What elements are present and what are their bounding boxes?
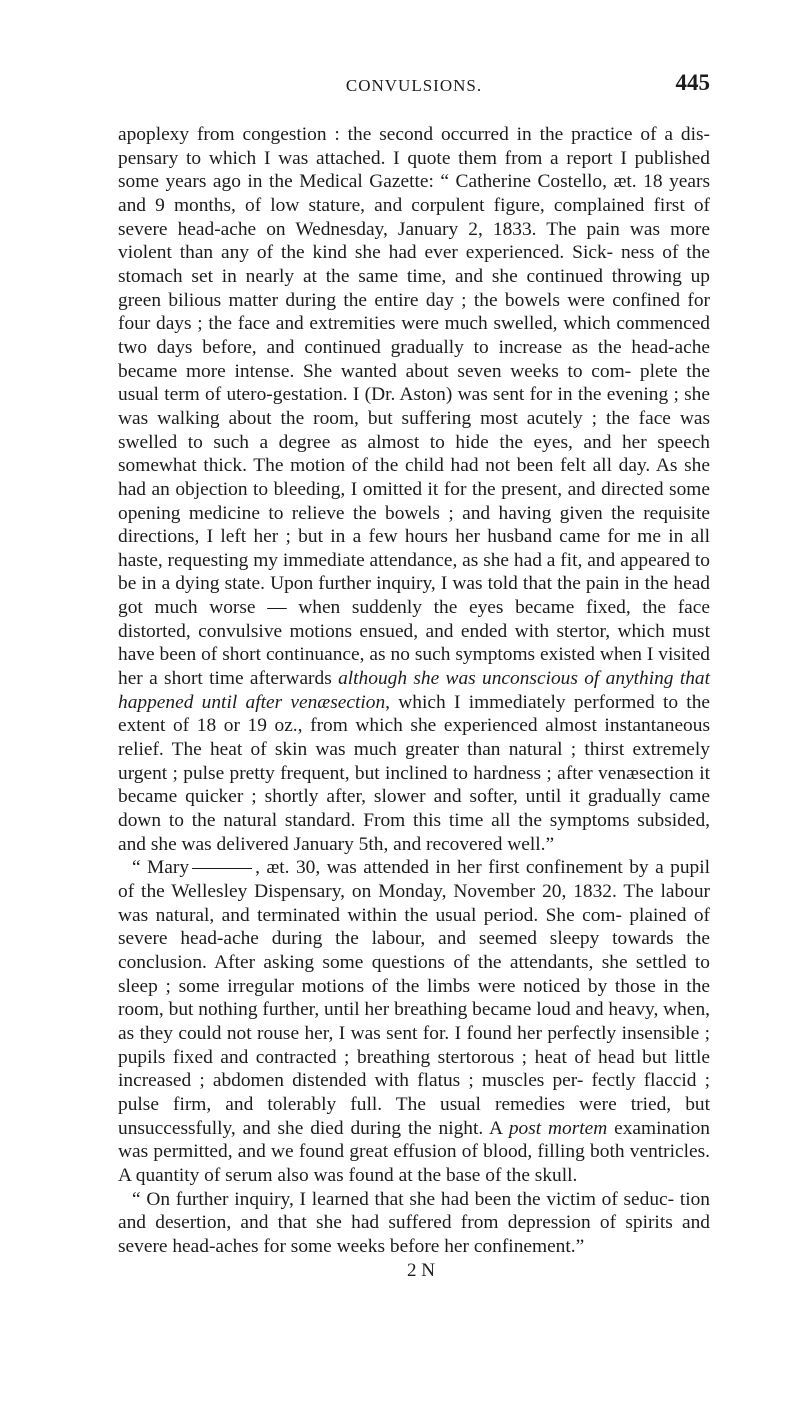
paragraph-text: , which I immediately performed to the extent of 18 or 19 oz., from which she experienced almost instantaneous relief. The heat of skin was much greater than natural ; thirst extremely urgent ; pulse pretty frequent, but inclined to hardness ; after venæsection it became quicker ; shortly after, slower and softer, until it gradually came down to the natural standard. From this time all the symptoms subsided, and she was delivered January 5th, and recovered well.” [118,691,710,855]
page-number: 445 [675,70,710,95]
paragraph-costello-case [118,123,710,856]
paragraph-text: “ On further inquiry, I learned that she had been the victim of seduc- tion and desertion, and that she had suffered from depression of spirits and severe head-aches for some weeks before her confinement.” [118,1188,710,1257]
body-text [118,123,710,1282]
paragraph-text: examination was permitted, and we found great effusion of blood, filling both ventricles. A quantity of serum also was found at the base of the skull. [118,1117,710,1186]
paragraph-text: “ Mary [132,857,190,879]
paragraph-text: , æt. 30, was attended in her first confinement by a pupil of the Wellesley Dispensary, on Monday, November 20, 1832. The labour was natural, and terminated within the usual period. She com- plained of severe head-ache during the labour, and seemed sleepy towards the conclusion. After asking some questions of the attendants, she settled to sleep ; some irregular motions of the limbs were noticed by those in the room, but nothing further, until her breathing became loud and heavy, when, as they could not rouse her, I was sent for. I found her perfectly insensible ; pupils fixed and contracted ; breathing stertorous ; heat of head but little increased ; abdomen distended with flatus ; muscles per- fectly flaccid ; pulse firm, and tolerably full. The usual remedies were tried, but unsuccessfully, and she died during the night. A [118,857,710,1139]
running-head [118,70,710,100]
paragraph-further-inquiry [118,1188,710,1259]
running-head-title: CONVULSIONS. [345,76,483,95]
paragraph-mary-case [118,856,710,1187]
signature-mark: 2 N [407,1259,435,1281]
name-omission-dash [192,868,252,869]
italic-emphasis: although she was unconscious of anything that happened until after venæsection [118,668,710,713]
italic-emphasis: post mortem [508,1117,608,1139]
paragraph-text: apoplexy from congestion : the second occurred in the practice of a dis- pensary to which I was attached. I quote them from a report I published some years ago in the Medical Gazette: “ Catherine Costello, æt. 18 years and 9 months, of low stature, and corpulent figure, complained first of severe head-ache on Wednesday, January 2, 1833. The pain was more violent than any of the kind she had ever experienced. Sick- ness of the stomach set in nearly at the same time, and she continued throwing up green bilious matter during the entire day ; the bowels were confined for four days ; the face and extremities were much swelled, which commenced two days before, and continued gradually to increase as the head-ache became more intense. She wanted about seven weeks to com- plete the usual term of utero-gestation. I (Dr. Aston) was sent for in the evening ; she was walking about the room, but suffering most acutely ; the face was swelled to such a degree as almost to hide the eyes, and her speech somewhat thick. The motion of the child had not been felt all day. As she had an objection to bleeding, I omitted it for the present, and directed some opening medicine to relieve the bowels ; and having given the requisite directions, I left her ; but in a few hours her husband came for me in all haste, requesting my immediate attendance, as she had a fit, and appeared to be in a dying state. Upon further inquiry, I was told that the pain in the head got much worse — when suddenly the eyes became fixed, the face distorted, convulsive motions ensued, and ended with stertor, which must have been of short continuance, as no such symptoms existed when I visited her a short time afterwards [118,124,710,690]
